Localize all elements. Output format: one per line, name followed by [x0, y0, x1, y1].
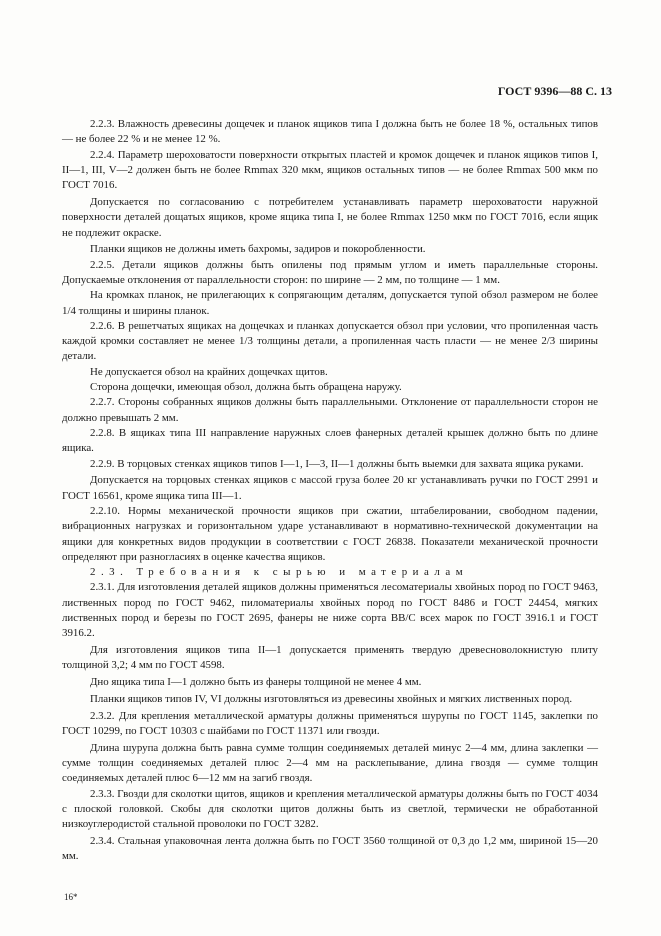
page-footer-mark: 16*	[64, 892, 78, 902]
paragraph-bottom-plywood: Дно ящика типа I—1 должно быть из фанеры толщиной не менее 4 мм.	[90, 676, 422, 689]
clause-2-3-4: 2.3.4. Стальная упаковочная лента должна быть по ГОСТ 3560 толщиной от 0,3 до 1,2 мм, шириной 15—20 мм.	[62, 835, 598, 863]
paragraph-fastener-length: Длина шурупа должна быть равна сумме толщин соединяемых деталей минус 2—4 мм, длина заклепки — сумме толщин соединяемых деталей плюс 2—4 мм на расклепывание, длина гвоздя — сумме толщин соединяемых деталей плюс 6—12 мм на загиб гвоздя.	[62, 741, 598, 785]
clause-2-3-3: 2.3.3. Гвозди для сколотки щитов, ящиков и крепления металлической арматуры должны быть по ГОСТ 4034 с плоской головкой. Скобы для сколотки щитов должны быть из светлой, термически не обработанной низкоуглеродистой стальной проволоки по ГОСТ 3282.	[62, 787, 598, 831]
paragraph-handles: Допускается на торцовых стенках ящиков с массой груза более 20 кг устанавливать ручки по ГОСТ 2991 и ГОСТ 16561, кроме ящика типа III—1.	[62, 474, 598, 502]
paragraph-roughness-permission: Допускается по согласованию с потребителем устанавливать параметр шероховатости наружной поверхности деталей дощатых ящиков, кроме ящика типа I, не более Rmmax 1250 мкм по ГОСТ 7016, если ящик не подлежит окраске.	[62, 195, 598, 239]
page-header: ГОСТ 9396—88 С. 13	[497, 84, 612, 98]
clause-2-3-2: 2.3.2. Для крепления металлической арматуры должны применяться шурупы по ГОСТ 1145, заклепки по ГОСТ 10299, по ГОСТ 10303 с шайбами по ГОСТ 11371 или гвозди.	[62, 709, 598, 738]
clause-2-2-8: 2.2.8. В ящиках типа III направление наружных слоев фанерных деталей крышек должно быть по длине ящика.	[62, 426, 598, 455]
paragraph-wane-outside: Сторона дощечки, имеющая обзол, должна быть обращена наружу.	[90, 381, 402, 394]
document-body	[62, 117, 598, 865]
clause-2-2-7: 2.2.7. Стороны собранных ящиков должны быть параллельными. Отклонение от параллельности сторон не должно превышать 2 мм.	[62, 396, 598, 424]
clause-2-2-6: 2.2.6. В решетчатых ящиках на дощечках и планках допускается обзол при условии, что пропиленная часть каждой кромки составляет не менее 1/3 толщины детали, а пропиленная часть пласти — не менее 2/3 ширины детали.	[62, 319, 598, 363]
clause-2-2-4: 2.2.4. Параметр шероховатости поверхности открытых пластей и кромок дощечек и планок ящиков типов I, II—1, III, V—2 должен быть не более Rmmax 320 мкм, ящиков остальных типов — не более Rmmax 500 мкм по ГОСТ 7016.	[62, 148, 598, 192]
clause-2-3-1: 2.3.1. Для изготовления деталей ящиков должны применяться лесоматериалы хвойных пород по ГОСТ 9463, лиственных пород по ГОСТ 9462, пиломатериалы хвойных пород по ГОСТ 8486 и ГОСТ 24454, мягких лиственных пород и березы по ГОСТ 2695, фанеры не ниже сорта BB/C всех марок по ГОСТ 3916.1 и ГОСТ 3916.2.	[62, 581, 598, 640]
clause-2-2-10: 2.2.10. Нормы механической прочности ящиков при сжатии, штабелировании, свободном падении, вибрационных нагрузках и горизонтальном ударе устанавливают в нормативно-технической документации на ящики для конкретных видов продукции в соответствии с ГОСТ 26838. Показатели механической прочности определяют при разногласиях в оценке качества ящиков.	[62, 504, 598, 563]
paragraph-edge-wane: На кромках планок, не прилегающих к сопрягающим деталям, допускается тупой обзол размером не более 1/4 толщины и ширины планок.	[62, 289, 598, 317]
clause-2-2-9: 2.2.9. В торцовых стенках ящиков типов I—1, I—3, II—1 должны быть выемки для захвата ящика руками.	[90, 457, 584, 470]
paragraph-fiberboard: Для изготовления ящиков типа II—1 допускается применять твердую древесноволокнистую плиту толщиной 3,2; 4 мм по ГОСТ 4598.	[62, 644, 598, 672]
section-heading-2-3: 2.3. Требования к сырью и материалам	[90, 566, 469, 579]
paragraph-plank-defects: Планки ящиков не должны иметь бахромы, задиров и покоробленности.	[90, 243, 426, 256]
clause-2-2-5: 2.2.5. Детали ящиков должны быть опилены под прямым углом и иметь параллельные стороны. Допускаемые отклонения от параллельности сторон: по ширине — 2 мм, по толщине — 1 мм.	[62, 258, 598, 286]
paragraph-plank-wood: Планки ящиков типов IV, VI должны изготовляться из древесины хвойных и мягких лиственных пород.	[90, 692, 573, 705]
paragraph-no-wane-outer: Не допускается обзол на крайних дощечках щитов.	[90, 365, 328, 378]
clause-2-2-3: 2.2.3. Влажность древесины дощечек и планок ящиков типа I должна быть не более 18 %, остальных типов — не более 22 % и не менее 12 %.	[62, 118, 598, 146]
